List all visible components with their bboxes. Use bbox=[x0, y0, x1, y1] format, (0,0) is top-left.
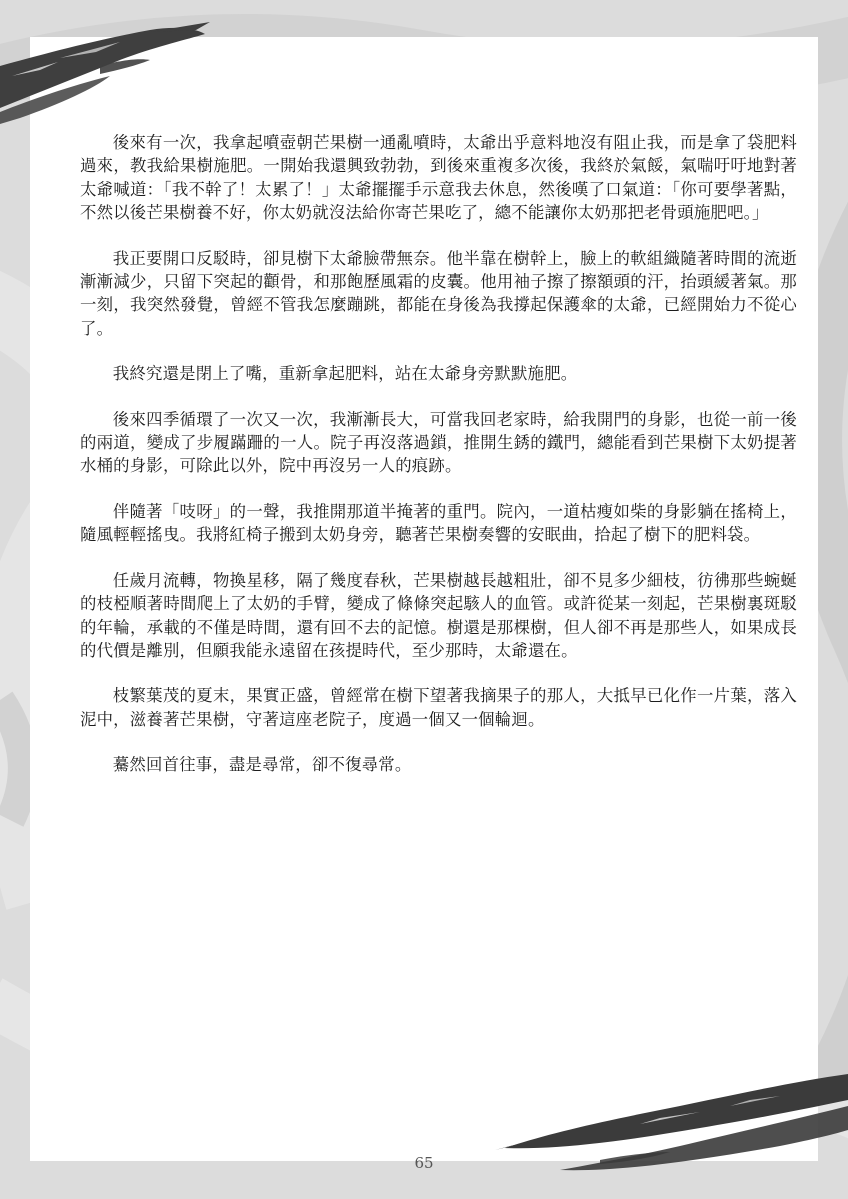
paragraph-3: 我終究還是閉上了嘴，重新拿起肥料，站在太爺身旁默默施肥。 bbox=[112, 364, 578, 384]
paragraph-2: 我正要開口反駁時，卻見樹下太爺臉帶無奈。他半靠在樹幹上，臉上的軟組織隨著時間的流逝漸漸減少，只留下突起的顴骨，和那飽歷風霜的皮囊。他用袖子擦了擦額頭的汗，抬頭緩著氣。那一刻，我突然發覺，曾經不管我怎麼蹦跳，都能在身後為我撐起保護傘的太爺，已經開始力不從心了。 bbox=[80, 248, 797, 338]
paragraph-5: 伴隨著「吱呀」的一聲，我推開那道半掩著的重門。院內，一道枯瘦如柴的身影躺在搖椅上，隨風輕輕搖曳。我將紅椅子搬到太奶身旁，聽著芒果樹奏響的安眠曲，拾起了樹下的肥料袋。 bbox=[80, 501, 797, 545]
paragraph-7: 枝繁葉茂的夏末，果實正盛，曾經常在樹下望著我摘果子的那人，大抵早已化作一片葉，落入泥中，滋養著芒果樹，守著這座老院子，度過一個又一個輪迴。 bbox=[80, 686, 797, 729]
paragraph-4: 後來四季循環了一次又一次，我漸漸長大，可當我回老家時，給我開門的身影，也從一前一後的兩道，變成了步履蹣跚的一人。院子再沒落過鎖，推開生銹的鐵門，總能看到芒果樹下太奶提著水桶的身影，可除此以外，院中再沒另一人的痕跡。 bbox=[80, 409, 797, 476]
paragraph-8: 驀然回首往事，盡是尋常，卻不復尋常。 bbox=[112, 755, 412, 775]
page-number: 65 bbox=[414, 1154, 434, 1172]
paragraph-1: 後來有一次，我拿起噴壺朝芒果樹一通亂噴時，太爺出乎意料地沒有阻止我，而是拿了袋肥料過來，教我給果樹施肥。一開始我還興致勃勃，到後來重複多次後，我終於氣餒，氣喘吁吁地對著太爺喊道：「我不幹了！太累了！」太爺擺擺手示意我去休息，然後嘆了口氣道：「你可要學著點，不然以後芒果樹養不好，你太奶就沒法給你寄芒果吃了，總不能讓你太奶那把老骨頭施肥吧。」 bbox=[80, 133, 797, 223]
article-body bbox=[80, 131, 797, 799]
paragraph-6: 任歲月流轉，物換星移，隔了幾度春秋，芒果樹越長越粗壯，卻不見多少細枝，彷彿那些蜿蜒的枝椏順著時間爬上了太奶的手臂，變成了條條突起駭人的血管。或許從某一刻起，芒果樹裏斑駁的年輪，承載的不僅是時間，還有回不去的記憶。樹還是那棵樹，但人卻不再是那些人，如果成長的代價是離別，但願我能永遠留在孩提時代，至少那時，太爺還在。 bbox=[80, 570, 797, 660]
